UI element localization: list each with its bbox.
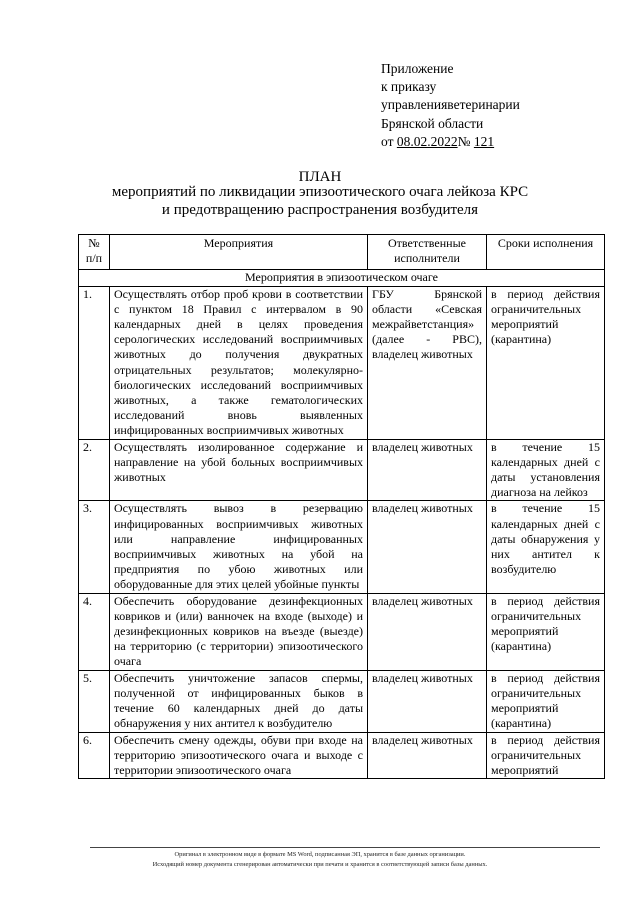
header-executors: Ответственные исполнители [368, 235, 487, 270]
row-term: в течение 15 календарных дней с даты обнаружения у них антител к возбудителю [487, 501, 605, 593]
row-term: в период действия ограничительных мероприятий [487, 732, 605, 779]
appendix-date-line [381, 133, 631, 151]
row-term: в период действия ограничительных мероприятий (карантина) [487, 286, 605, 439]
appendix-line: управленияветеринарии [381, 97, 520, 113]
measures-table [78, 234, 605, 779]
plan-title: ПЛАН [298, 169, 342, 185]
table-row [79, 439, 605, 501]
plan-subtitle-line-2: и предотвращению распространения возбудителя [161, 202, 479, 218]
header-number: № п/п [79, 235, 110, 270]
number-sign: № [457, 133, 474, 149]
row-executor: владелец животных [368, 670, 487, 732]
appendix-block [381, 60, 631, 151]
appendix-line: Брянской области [381, 115, 484, 131]
footer-note-1: Оригинал в электронном виде в формате MS Word, подписанная ЭП, хранится в базе данных организации. [174, 851, 466, 858]
row-number: 2. [79, 439, 110, 501]
appendix-line: к приказу [381, 79, 437, 95]
row-executor: владелец животных [368, 501, 487, 593]
header-terms: Сроки исполнения [487, 235, 605, 270]
row-number: 5. [79, 670, 110, 732]
table-header-row [79, 235, 605, 270]
row-term: в течение 15 календарных дней с даты установления диагноза на лейкоз [487, 439, 605, 501]
section-row [79, 270, 605, 286]
row-action: Осуществлять вывоз в резервацию инфицированных восприимчивых животных или направление инфицированных восприимчивых животных на убой на предприятия по убою животных или оборудованные для этих целей убойные пункты [110, 501, 368, 593]
row-executor: владелец животных [368, 593, 487, 670]
appendix-line: Приложение [381, 61, 454, 76]
row-term: в период действия ограничительных мероприятий (карантина) [487, 593, 605, 670]
row-number: 3. [79, 501, 110, 593]
row-executor: владелец животных [368, 439, 487, 501]
row-action: Осуществлять отбор проб крови в соответствии с пунктом 18 Правил с интервалом в 90 календарных дней в целях проведения серологических исследований восприимчивых животных до получения двукратных отрицательных результатов; молекулярно-биологических исследований восприимчивых животных, а также гематологических исследований вновь выявленных инфицированных восприимчивых животных [110, 286, 368, 439]
table-row [79, 670, 605, 732]
row-term: в период действия ограничительных мероприятий (карантина) [487, 670, 605, 732]
row-action: Обеспечить смену одежды, обуви при входе на территорию эпизоотического очага и выходе с территории эпизоотического очага [110, 732, 368, 779]
row-action: Обеспечить оборудование дезинфекционных ковриков и (или) ванночек на входе (выходе) и дезинфекционных ковриков на въезде (выезде) на территорию (с территории) эпизоотического очага [110, 593, 368, 670]
row-number: 4. [79, 593, 110, 670]
footer-divider [90, 847, 600, 848]
table-row [79, 501, 605, 593]
footer-note-2: Исходящий номер документа сгенерирован автоматически при печати и хранится в соответствующей записи базы данных. [152, 861, 488, 868]
table-row [79, 286, 605, 439]
row-executor: владелец животных [368, 732, 487, 779]
date-prefix: от [381, 133, 397, 149]
row-number: 6. [79, 732, 110, 779]
row-action: Обеспечить уничтожение запасов спермы, полученной от инфицированных быков в течение 60 календарных дней до даты обнаружения у них антител к возбудителю [110, 670, 368, 732]
section-title: Мероприятия в эпизоотическом очаге [79, 270, 605, 286]
header-measures: Мероприятия [110, 235, 368, 270]
table-row [79, 593, 605, 670]
order-number: 121 [473, 133, 495, 149]
row-action: Осуществлять изолированное содержание и направление на убой больных восприимчивых животных [110, 439, 368, 501]
table-row [79, 732, 605, 779]
row-number: 1. [79, 286, 110, 439]
order-date: 08.02.2022 [396, 133, 458, 149]
plan-subtitle-line-1: мероприятий по ликвидации эпизоотического очага лейкоза КРС [111, 184, 529, 200]
row-executor: ГБУ Брянской области «Севская межрайветстанция» (далее - РВС), владелец животных [368, 286, 487, 439]
